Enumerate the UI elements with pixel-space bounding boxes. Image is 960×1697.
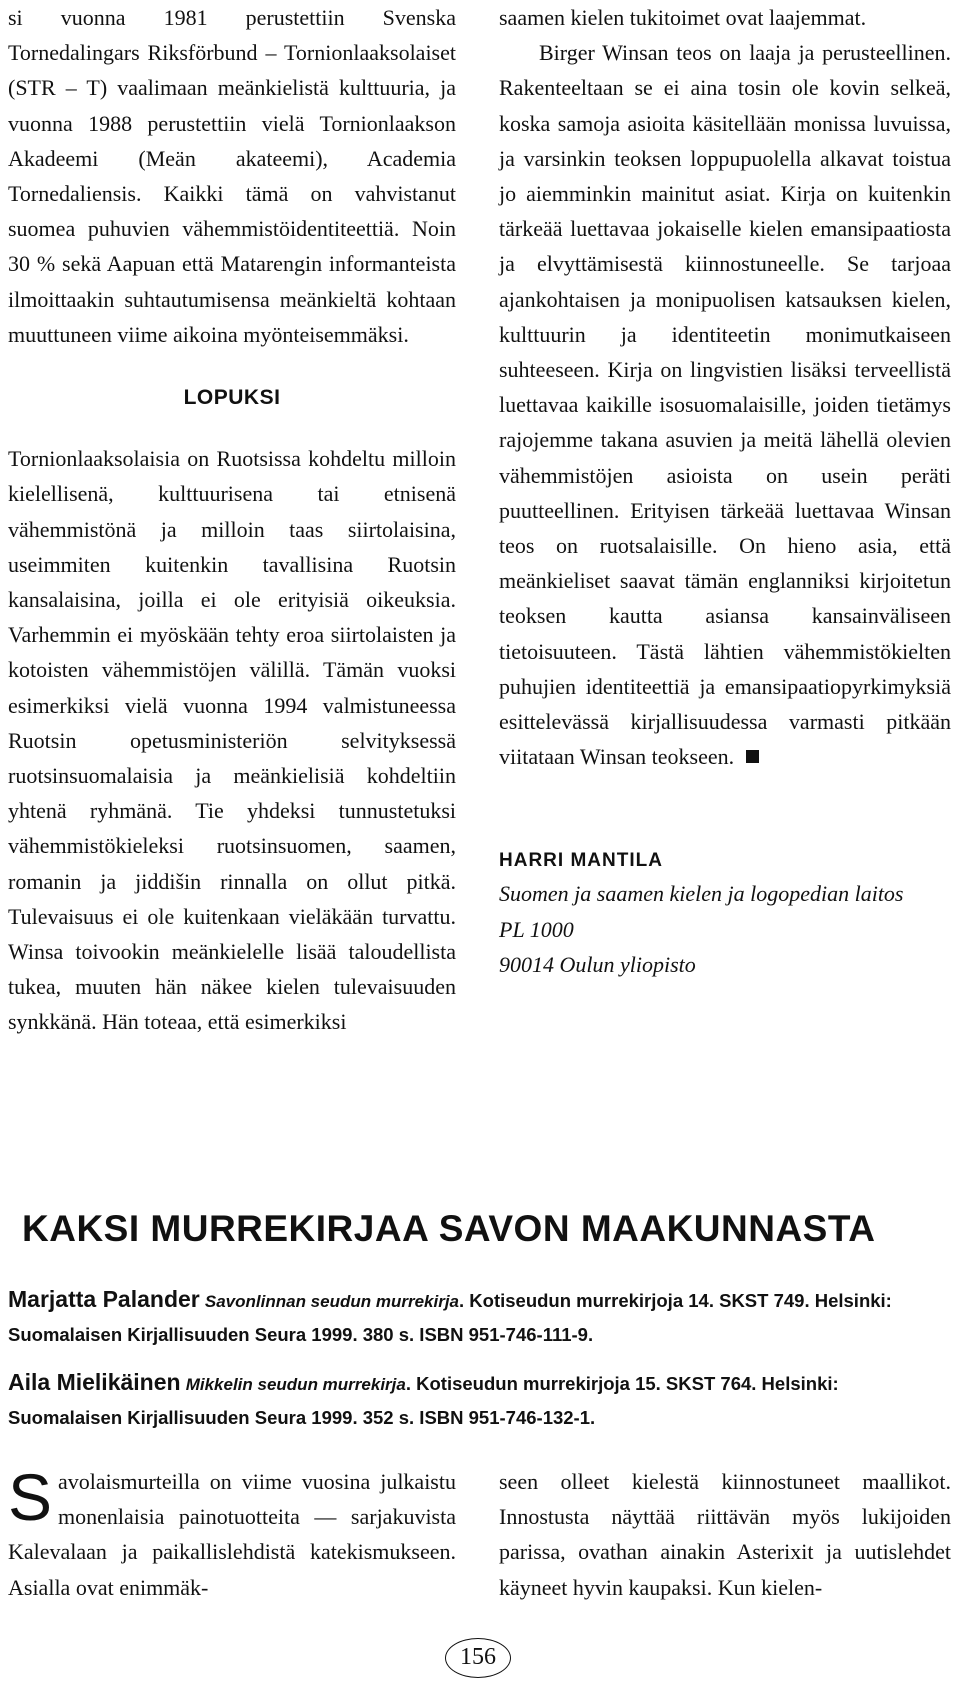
drop-cap: S bbox=[8, 1460, 53, 1534]
right-column-bottom bbox=[499, 1464, 951, 1605]
body-paragraph: saamen kielen tukitoimet ovat laajemmat. bbox=[499, 5, 867, 30]
paragraph-text: avolaismurteilla on viime vuosina julkaistu monenlaisia painotuotteita — sarjakuvista Kalevalaan ja paikallislehdistä katekismukseen. Asialla ovat enimmäk- bbox=[8, 1469, 456, 1600]
body-paragraph: si vuonna 1981 perustettiin Svenska Tornedalingars Riksförbund – Tornionlaaksolaiset (STR – T) vaalimaan meänkielistä kulttuuria, ja vuonna 1988 perustettiin vielä Tornionlaakson Akadeemi (Meän akateemi), Academia Tornedaliensis. Kaikki tämä on vahvistanut suomea puhuvien vähemmistöidentiteettiä. Noin 30 % sekä Aapuan että Matarengin informanteista ilmoittaakin suhtautumisensa meänkieltä kohtaan muuttuneen viime aikoina myönteisemmäksi. bbox=[8, 5, 456, 347]
body-paragraph: seen olleet kielestä kiinnostuneet maallikot. Innostusta näyttää riittävän myös lukijoiden parissa, ovathan ainakin Asterixit ja uutislehdet käyneet hyvin kaupaksi. Kun kielen- bbox=[499, 1469, 951, 1600]
book-title: Mikkelin seudun murrekirja bbox=[185, 1375, 406, 1394]
book-details: . Kotiseudun murrekirjoja 15. SKST 764. Helsinki: Suomalaisen Kirjallisuuden Seura 1999. 352 s. ISBN 951-746-132-1. bbox=[8, 1373, 839, 1428]
review-title: KAKSI MURREKIRJAA SAVON MAAKUNNASTA bbox=[22, 1208, 876, 1249]
author-address-line: 90014 Oulun yliopisto bbox=[499, 951, 696, 977]
book-title: Savonlinnan seudun murrekirja bbox=[204, 1292, 460, 1311]
left-column-top bbox=[8, 0, 456, 1040]
paragraph-text: Birger Winsan teos on laaja ja perusteellinen. Rakenteeltaan se ei aina tosin ole kovin selkeä, koska samoja asioita käsitellään monissa luvuissa, ja varsinkin teoksen loppupuolella alkavat toistua jo aiemminkin mainitut asiat. Kirja on kuitenkin tärkeää luettavaa jokaiselle kielen emansipaatiosta ja elvyttämisestä kiinnostuneelle. Se tarjoaa ajankohtaisen ja monipuolisen katsauksen kielen, kulttuurin ja identiteetin monimutkaiseen suhteeseen. Kirja on lingvistien lisäksi terveellistä luettavaa kaikille isosuomalaisille, joiden tietämys rajojemme takana asuvien ja meitä lähellä olevien vähemmistöjen asioista on usein peräti puutteellinen. Erityisen tärkeää luettavaa Winsan teos on ruotsalaisille. On hieno asia, että meänkieliset saavat tämän englanniksi kirjoitetun teoksen kautta asiansa kansainväliseen tietoisuuteen. Tästä lähtien vähemmistökielten puhujien identiteettiä ja emansipaatiopyrkimyksiä esittelevässä kirjallisuudessa varmasti pitkään viitataan Winsan teokseen. bbox=[499, 40, 951, 770]
author-address-line: PL 1000 bbox=[499, 916, 574, 942]
author-affiliation: Suomen ja saamen kielen ja logopedian laitos bbox=[499, 881, 904, 907]
body-paragraph bbox=[8, 1460, 456, 1605]
section-heading: LOPUKSI bbox=[183, 386, 281, 410]
book-author: Aila Mielikäinen bbox=[8, 1369, 181, 1395]
right-column-top bbox=[499, 0, 951, 982]
bibliographic-entry bbox=[8, 1283, 954, 1351]
book-details: . Kotiseudun murrekirjoja 14. SKST 749. Helsinki: Suomalaisen Kirjallisuuden Seura 1999. 380 s. ISBN 951-746-111-9. bbox=[8, 1290, 892, 1345]
body-paragraph: Tornionlaaksolaisia on Ruotsissa kohdeltu milloin kielellisenä, kulttuurisena tai etnisenä vähemmistönä ja milloin taas siirtolaisina, useimmiten kuitenkin tavallisina Ruotsin kansalaisina, joilla ei ole erityisiä oikeuksia. Varhemmin ei myöskään tehty eroa siirtolaisten ja kotoisten vähemmistöjen välillä. Tämän vuoksi esimerkiksi vielä vuonna 1994 valmistuneessa Ruotsin opetusministeriön selvityksessä ruotsinsuomalaisia ja meänkielisiä kohdeltiin yhtenä ryhmänä. Tie yhdeksi tunnustetuksi vähemmistökieleksi ruotsinsuomen, saamen, romanin ja jiddišin rinnalla on ollut pitkä. Tulevaisuus ei ole kuitenkaan vieläkään turvattu. Winsa toivookin meänkielelle lisää taloudellista tukea, muuten hän näkee kielen tulevaisuuden synkkänä. Hän toteaa, että esimerkiksi bbox=[8, 446, 456, 1035]
left-column-bottom bbox=[8, 1460, 456, 1605]
page-number: 156 bbox=[445, 1638, 511, 1678]
book-author: Marjatta Palander bbox=[8, 1286, 200, 1312]
end-of-article-mark bbox=[746, 750, 759, 763]
author-name: HARRI MANTILA bbox=[499, 850, 663, 872]
body-paragraph bbox=[499, 35, 951, 774]
bibliographic-entry bbox=[8, 1366, 954, 1434]
